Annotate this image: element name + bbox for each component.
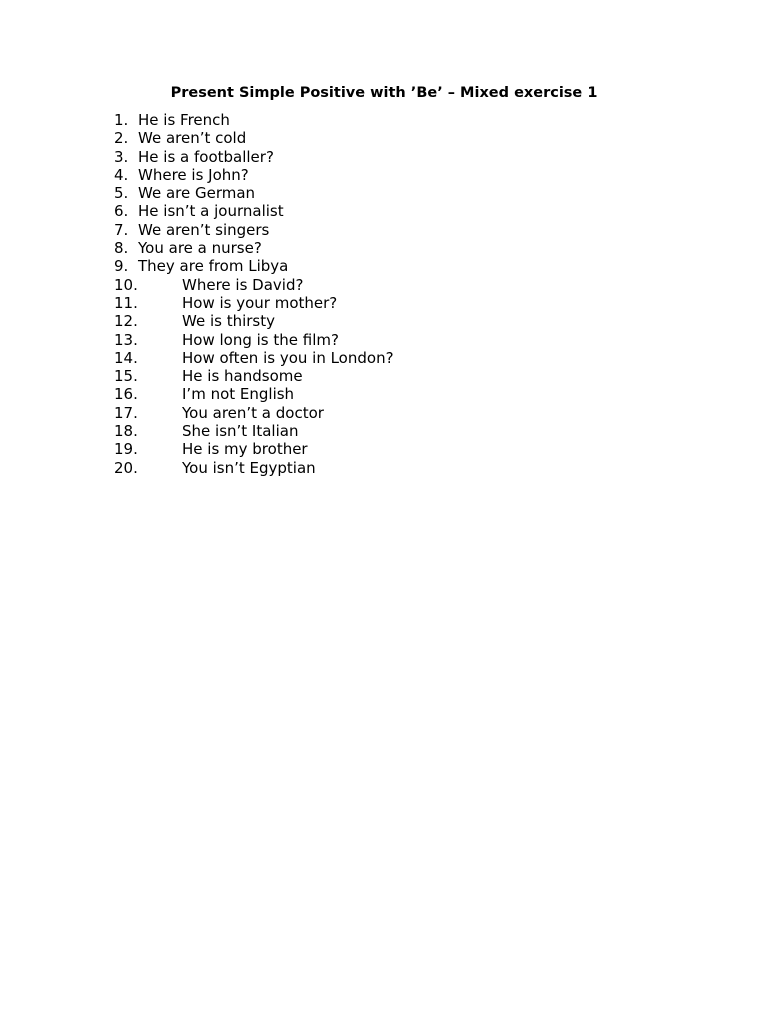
- item-text: Where is John?: [138, 165, 249, 184]
- item-number: 5.: [114, 184, 129, 203]
- item-number: 19.: [114, 440, 138, 459]
- item-number: 3.: [114, 147, 129, 166]
- item-text: He is my brother: [182, 440, 308, 459]
- item-text: You aren’t a doctor: [182, 403, 324, 422]
- item-text: How long is the film?: [182, 330, 339, 349]
- item-text: She isn’t Italian: [182, 422, 299, 441]
- item-text: He isn’t a journalist: [138, 202, 284, 221]
- item-number: 8.: [114, 239, 129, 258]
- item-number: 11.: [114, 293, 138, 312]
- item-number: 1.: [114, 111, 129, 129]
- item-number: 17.: [114, 403, 138, 422]
- item-text: We is thirsty: [182, 312, 275, 331]
- item-number: 20.: [114, 458, 138, 477]
- item-text: He is handsome: [182, 367, 303, 386]
- item-number: 6.: [114, 202, 129, 221]
- item-number: 16.: [114, 385, 138, 404]
- item-text: We aren’t cold: [138, 129, 247, 148]
- item-number: 2.: [114, 129, 129, 148]
- item-text: How is your mother?: [182, 293, 338, 312]
- item-text: You isn’t Egyptian: [182, 458, 316, 477]
- item-text: How often is you in London?: [182, 348, 394, 367]
- item-text: He is a footballer?: [138, 147, 274, 166]
- item-text: We are German: [138, 184, 256, 203]
- item-number: 14.: [114, 348, 138, 367]
- item-text: We aren’t singers: [138, 220, 270, 239]
- item-number: 7.: [114, 220, 129, 239]
- item-number: 15.: [114, 367, 138, 386]
- page-title: Present Simple Positive with ’Be’ – Mixed exercise 1: [170, 85, 598, 101]
- item-number: 10.: [114, 275, 138, 294]
- item-number: 12.: [114, 312, 138, 331]
- item-text: Where is David?: [182, 275, 304, 294]
- item-number: 18.: [114, 422, 138, 441]
- item-text: They are from Libya: [138, 257, 289, 276]
- item-number: 9.: [114, 257, 129, 276]
- item-text: I’m not English: [182, 385, 295, 404]
- item-number: 13.: [114, 330, 138, 349]
- item-text: He is French: [138, 111, 230, 129]
- item-text: You are a nurse?: [138, 239, 262, 258]
- item-number: 4.: [114, 165, 129, 184]
